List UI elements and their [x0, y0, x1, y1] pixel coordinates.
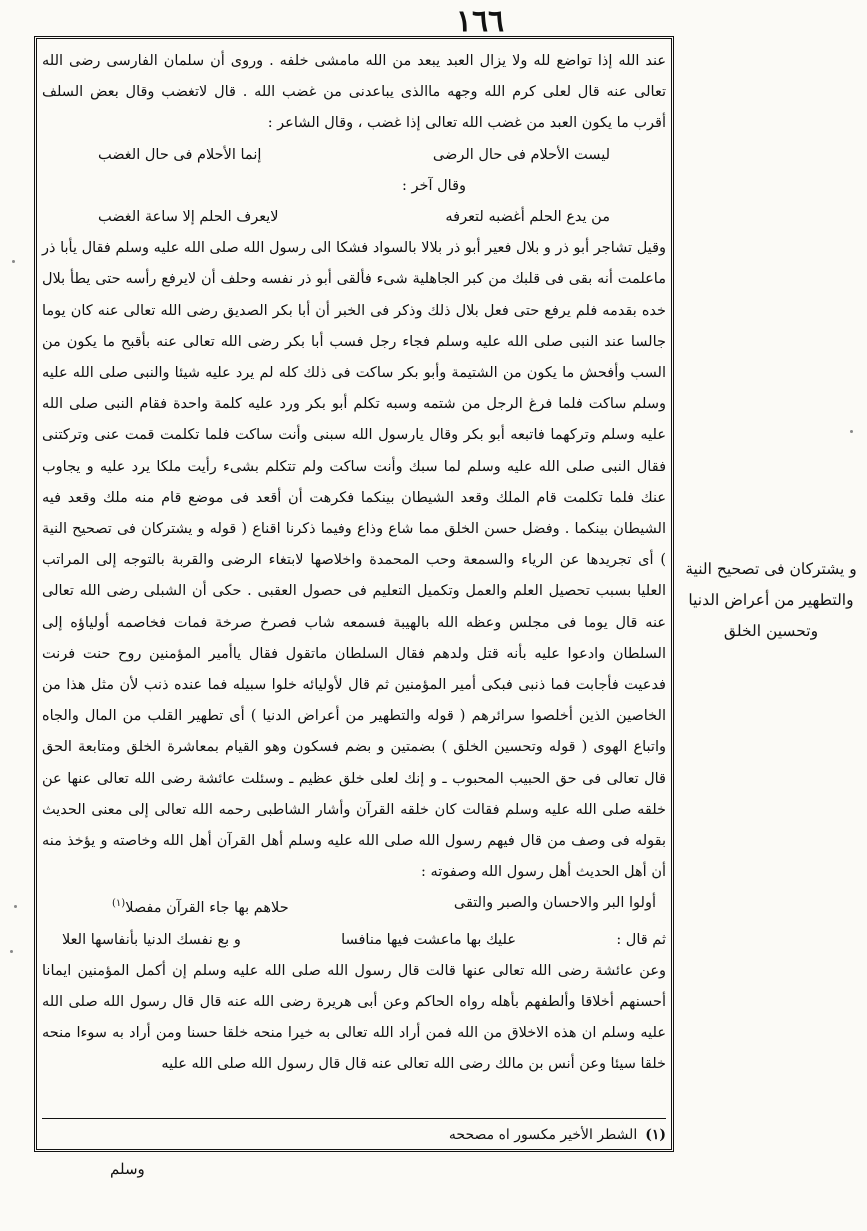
verse-3-second-text: حلاهم بها جاء القرآن مفصلا — [125, 900, 289, 917]
footnote — [42, 1124, 666, 1146]
page-number: ١٦٦ — [455, 4, 505, 39]
verse-1-first-hemistich: ليست الأحلام فى حال الرضى — [432, 146, 610, 163]
verse-4 — [42, 925, 666, 956]
verse-4-second-hemistich: و بع نفسك الدنيا بأنفاسها العلا — [62, 931, 241, 948]
verse-1 — [42, 140, 666, 171]
paragraph-2: وقيل تشاجر أبو ذر و بلال فعير أبو ذر بلالا بالسواد فشكا الى رسول الله صلى الله عليه وسلم فقال يأبا ذر ماعلمت أنه بقى فى قلبك من كبر الجاهلية شىء فألقى أبو ذر نفسه وحلف أن لايرفع رأسه حتى يطأ بلال خده بقدمه فلم يرفع حتى فعل بلال ذلك وذكر فى الخبر أن أبا بكر الصديق رضى الله تعالى عنه كان يوما جالسا عند النبى صلى الله عليه وسلم فجاء رجل فسب أبا بكر رضى الله تعالى عنه بأقبح ما يكون من السب وأفحش ما يكون من الشتيمة وأبو بكر ساكت فى ذلك كله لم يرد عليه شيئا والنبى صلى الله عليه وسلم ساكت فلما فرغ الرجل من شتمه وسبه تكلم أبو بكر ورد عليه كلمة واحدة فقام النبى صلى الله عليه وسلم وتركهما فاتبعه أبو بكر وقال يارسول الله سبنى وأنت ساكت فلما تكلمت قمت عنى وتركتنى فقال النبى صلى الله عليه وسلم لما سبك وأنت ساكت ولم تتكلم بشىء رأيت ملكا يرد عليه و يجاوب عنك فلما تكلمت قام الملك وقعد الشيطان بينكما فكرهت أن أقعد فى موضع قام منه ملك وقعد فيه الشيطان بينكما . وفضل حسن الخلق مما شاع وذاع وفيما ذكرنا اقناع ( قوله و يشتركان فى تصحيح النية ) أى تجريدها عن الرياء والسمعة وحب المحمدة واخلاصها لابتغاء الرضى والقربة بالتوجه إلى المراتب العليا بسبب تحصيل العلم والعمل وتكميل التعليم فى حصول العقبى . حكى أن الشبلى رضى الله تعالى عنه قال يوما فى مجلس وعظه الله بالهيبة فسمعه شاب فصرخ صرخة فمات فخاصمه أولياؤه إلى السلطان وادعوا عليه بأنه قتل ولدهم فقال السلطان ماتقول فقال ياأمير المؤمنين روح حنت فرنت فدعيت فأجابت فما ذنبى فبكى أمير المؤمنين ثم قال لأوليائه خلوا سبيله فما عنده ذنب لأن مثل هذا من الخاصين الذين أخلصوا سرائرهم ( قوله والتطهير من أعراض الدنيا ) أى تطهير القلب من المال والجاه واتباع الهوى ( قوله وتحسين الخلق ) بضمتين و بضم فسكون وهو القيام بمعاشرة الخلق ومتابعة الحق قال تعالى فى حق الحبيب المحبوب ـ و إنك لعلى خلق عظيم ـ وسئلت عائشة رضى الله تعالى عنها عن خلقه صلى الله عليه وسلم فقالت كان خلقه القرآن وأشار الشاطبى رحمه الله تعالى إلى معنى الحديث بقوله فى وصف من قال فيهم رسول الله صلى الله عليه وسلم أهل القرآن أهل الله وخاصته و يؤخذ منه أن أهل الحديث أهل رسول الله وصفوته : — [42, 240, 666, 881]
paragraph-1: عند الله إذا تواضع لله ولا يزال العبد يبعد من الله مامشى خلفه . وروى أن سلمان الفارسى رضى الله تعالى عنه قال لعلى كرم الله وجهه ماالذى يباعدنى من غضب الله . قال لاتغضب وقال بعض السلف أقرب ما يكون العبد من غضب الله تعالى إذا غضب ، وقال الشاعر : — [42, 53, 666, 132]
paragraph-3: وعن عائشة رضى الله تعالى عنها قالت قال رسول الله صلى الله عليه وسلم إن أكمل المؤمنين ايمانا أحسنهم أخلاقا وألطفهم بأهله رواه الحاكم وعن أبى هريرة رضى الله عنه قال قال رسول الله صلى الله عليه وسلم ان هذه الاخلاق من الله فمن أراد الله تعالى به خيرا منحه خلقا حسنا ومن أراد به سوءا منحه خلقا سيئا وعن أنس بن مالك رضى الله تعالى عنه قال قال رسول الله صلى الله عليه — [42, 962, 666, 1073]
footnote-mark: (١) — [645, 1127, 666, 1143]
verse-4-first-hemistich: عليك بها ماعشت فيها منافسا — [341, 931, 517, 948]
catchword: وسلم — [110, 1160, 145, 1178]
scan-speck — [14, 905, 17, 908]
verse-3-first-hemistich: أولوا البر والاحسان والصبر والتقى — [453, 895, 656, 912]
verse-3 — [42, 888, 666, 924]
verse-4-intro: ثم قال : — [616, 931, 666, 948]
scan-speck — [12, 260, 15, 263]
footnote-divider — [42, 1118, 666, 1119]
verse-2-first-hemistich: من يدع الحلم أغضبه لتعرفه — [445, 209, 610, 226]
verse-2-second-hemistich: لايعرف الحلم إلا ساعة الغضب — [98, 209, 279, 226]
another-poet-line: وقال آخر : — [402, 177, 466, 194]
margin-note: و يشتركان فى تصحيح النية والتطهير من أعراض الدنيا وتحسين الخلق — [685, 560, 857, 640]
main-text — [42, 46, 666, 1081]
verse-3-second-hemistich — [112, 888, 289, 924]
footnote-reference: (١) — [112, 898, 126, 910]
scan-speck — [850, 430, 853, 433]
verse-2 — [42, 202, 666, 233]
scan-speck — [10, 950, 13, 953]
footnote-text: الشطر الأخير مكسور اه مصححه — [448, 1127, 638, 1143]
verse-1-second-hemistich: إنما الأحلام فى حال الغضب — [98, 146, 262, 163]
